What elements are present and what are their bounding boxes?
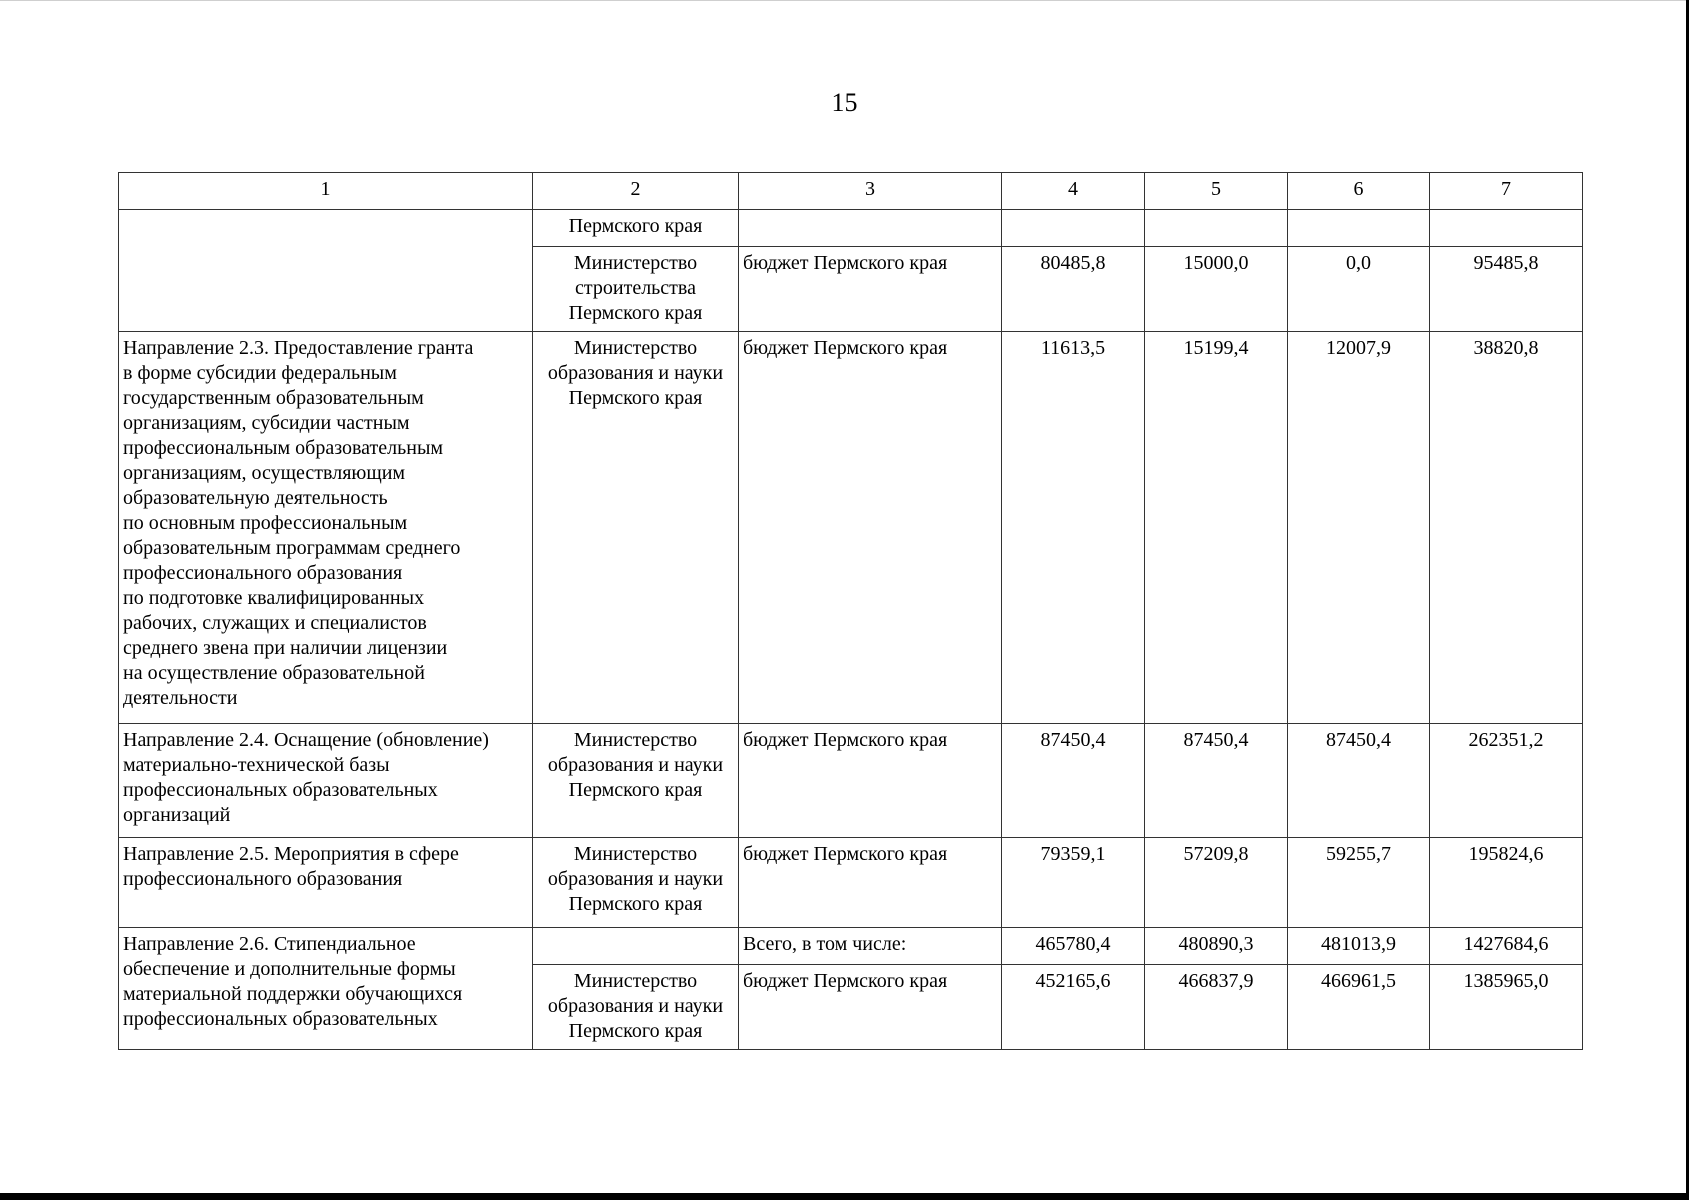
column-header: 3 <box>739 173 1002 210</box>
value-cell: 79359,1 <box>1002 838 1145 928</box>
value-cell: 15000,0 <box>1145 247 1288 332</box>
table-row <box>119 928 1583 965</box>
value-cell: 466961,5 <box>1288 965 1430 1050</box>
direction-cell: Направление 2.4. Оснащение (обновление) материально-технической базы профессиональных образовательных организаций <box>119 724 533 838</box>
column-header: 2 <box>533 173 739 210</box>
value-cell <box>1002 210 1145 247</box>
source-cell: Всего, в том числе: <box>739 928 1002 965</box>
value-cell: 466837,9 <box>1145 965 1288 1050</box>
scan-edge-bottom <box>0 1193 1689 1200</box>
value-cell: 87450,4 <box>1288 724 1430 838</box>
table-row <box>119 724 1583 838</box>
value-cell: 59255,7 <box>1288 838 1430 928</box>
table-row <box>119 332 1583 724</box>
value-cell: 195824,6 <box>1430 838 1583 928</box>
value-cell: 80485,8 <box>1002 247 1145 332</box>
source-cell: бюджет Пермского края <box>739 332 1002 724</box>
source-cell: бюджет Пермского края <box>739 965 1002 1050</box>
executor-cell: Пермского края <box>533 210 739 247</box>
value-cell: 1427684,6 <box>1430 928 1583 965</box>
value-cell: 15199,4 <box>1145 332 1288 724</box>
scan-edge-top <box>0 0 1689 1</box>
direction-cell-empty <box>119 210 533 332</box>
source-cell: бюджет Пермского края <box>739 724 1002 838</box>
executor-cell: Министерство образования и науки Пермского края <box>533 965 739 1050</box>
table-row <box>119 210 1583 247</box>
value-cell <box>1145 210 1288 247</box>
page-number: 15 <box>831 88 858 117</box>
value-cell <box>1430 210 1583 247</box>
column-header: 4 <box>1002 173 1145 210</box>
value-cell: 95485,8 <box>1430 247 1583 332</box>
executor-cell: Министерство образования и науки Пермского края <box>533 332 739 724</box>
table-row <box>119 838 1583 928</box>
column-header: 6 <box>1288 173 1430 210</box>
value-cell: 262351,2 <box>1430 724 1583 838</box>
direction-cell: Направление 2.6. Стипендиальное обеспечение и дополнительные формы материальной поддержки обучающихся профессиональных образовательных <box>119 928 533 1050</box>
value-cell: 452165,6 <box>1002 965 1145 1050</box>
executor-cell: Министерство строительства Пермского края <box>533 247 739 332</box>
value-cell <box>1288 210 1430 247</box>
value-cell: 57209,8 <box>1145 838 1288 928</box>
value-cell: 38820,8 <box>1430 332 1583 724</box>
value-cell: 0,0 <box>1288 247 1430 332</box>
column-header: 7 <box>1430 173 1583 210</box>
source-cell: бюджет Пермского края <box>739 247 1002 332</box>
column-header: 5 <box>1145 173 1288 210</box>
value-cell: 480890,3 <box>1145 928 1288 965</box>
executor-cell <box>533 928 739 965</box>
value-cell: 12007,9 <box>1288 332 1430 724</box>
executor-cell: Министерство образования и науки Пермского края <box>533 724 739 838</box>
direction-cell: Направление 2.3. Предоставление гранта в форме субсидии федеральным государственным образовательным организациям, субсидии частным профессиональным образовательным организациям, осуществляющим образовательную деятельность по основным профессиональным образовательным программам среднего профессионального образования по подготовке квалифицированных рабочих, служащих и специалистов среднего звена при наличии лицензии на осуществление образовательной деятельности <box>119 332 533 724</box>
executor-cell: Министерство образования и науки Пермского края <box>533 838 739 928</box>
value-cell: 87450,4 <box>1145 724 1288 838</box>
table-header-row <box>119 173 1583 210</box>
column-header: 1 <box>119 173 533 210</box>
value-cell: 1385965,0 <box>1430 965 1583 1050</box>
direction-cell: Направление 2.5. Мероприятия в сфере профессионального образования <box>119 838 533 928</box>
source-cell <box>739 210 1002 247</box>
budget-table <box>118 172 1583 1050</box>
source-cell: бюджет Пермского края <box>739 838 1002 928</box>
value-cell: 465780,4 <box>1002 928 1145 965</box>
value-cell: 87450,4 <box>1002 724 1145 838</box>
value-cell: 481013,9 <box>1288 928 1430 965</box>
value-cell: 11613,5 <box>1002 332 1145 724</box>
